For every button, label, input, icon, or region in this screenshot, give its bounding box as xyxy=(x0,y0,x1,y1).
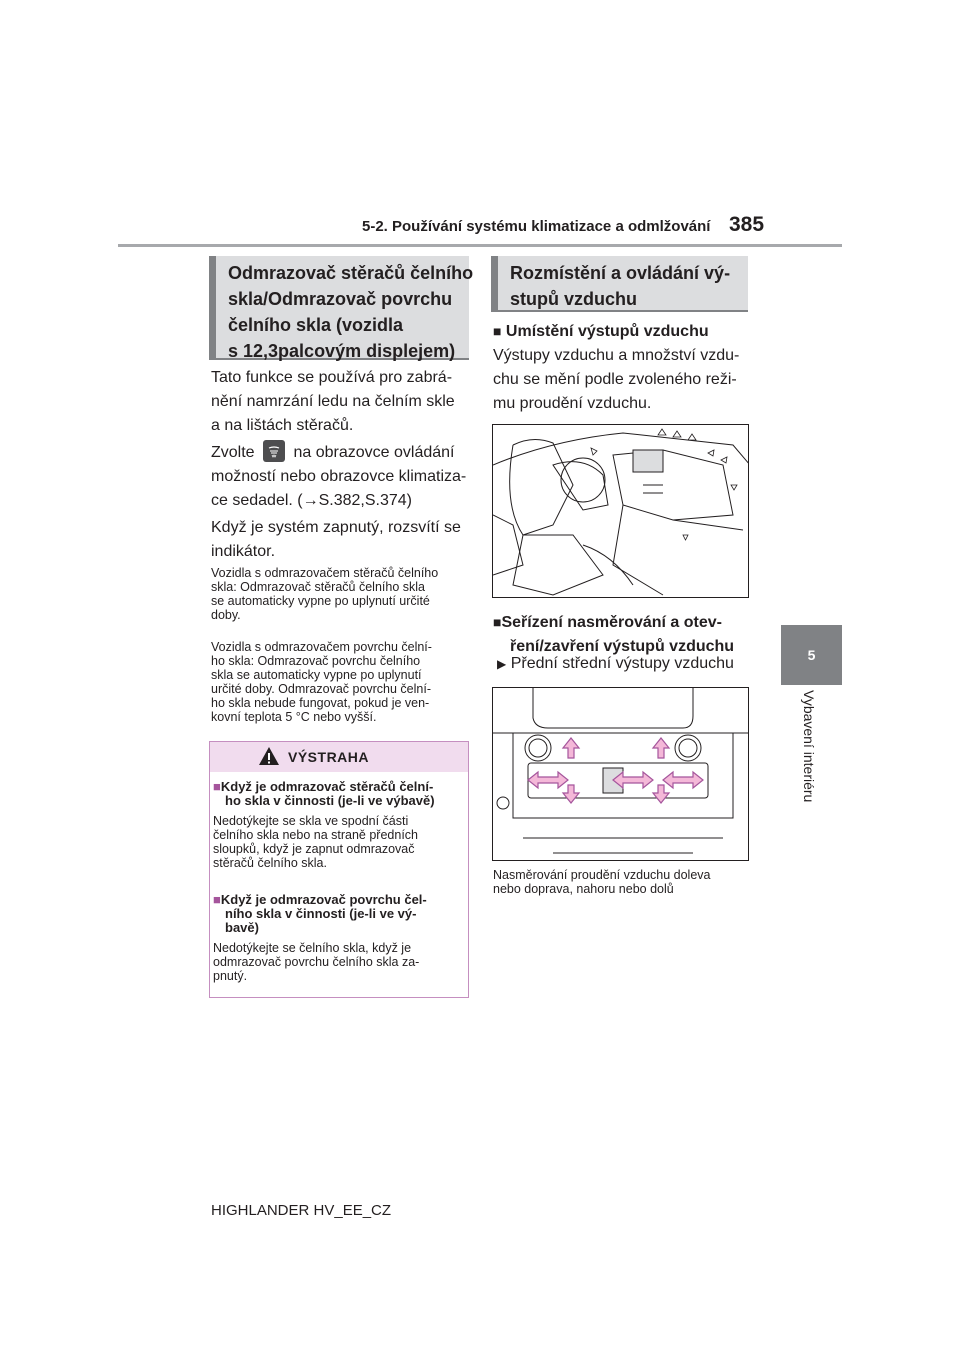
square-bullet-icon: ■ xyxy=(493,614,502,630)
heading-line: s 12,3palcovým displejem) xyxy=(228,341,456,361)
note-line: kovní teplota 5 °C nebo vyšší. xyxy=(211,710,377,724)
note-line: Vozidla s odmrazovačem povrchu čelní- xyxy=(211,640,432,654)
subheading-text: Seřízení nasměrování a otev- xyxy=(501,614,722,631)
warning-line: čelního skla nebo na straně předních xyxy=(213,828,418,842)
chapter-side-label xyxy=(781,690,842,830)
warning-line: Nedotýkejte se čelního skla, když je xyxy=(213,941,412,955)
text-line: Tato funkce se používá pro zabrá- xyxy=(211,369,453,386)
bullet-text: Přední střední výstupy vzduchu xyxy=(510,655,734,672)
note-line: určité doby. Odmrazovač povrchu čelní- xyxy=(211,682,432,696)
instruction-paragraph xyxy=(211,441,466,513)
text-line-with-icon xyxy=(211,441,466,465)
warning-title: VÝSTRAHA xyxy=(288,749,370,765)
triangle-bullet-icon: ▶ xyxy=(497,657,507,671)
note-line: doby. xyxy=(211,608,241,622)
square-bullet-icon: ■ xyxy=(213,779,221,794)
warning-item-heading: ního skla v činnosti (je-li ve vý- xyxy=(225,906,417,921)
header-divider xyxy=(118,244,842,247)
outlets-paragraph xyxy=(493,344,739,416)
warning-item-wiper xyxy=(213,780,435,870)
text-line: indikátor. xyxy=(211,543,276,560)
page-number: 385 xyxy=(729,213,765,236)
subheading-location xyxy=(493,320,709,344)
text-line: možností nebo obrazovce klimatiza- xyxy=(211,468,467,485)
subheading-text: Umístění výstupů vzduchu xyxy=(505,323,709,340)
warning-line: stěračů čelního skla. xyxy=(213,856,327,870)
warning-line: Nedotýkejte se skla ve spodní části xyxy=(213,814,409,828)
subheading-line xyxy=(493,610,734,635)
warning-item-heading xyxy=(213,780,435,794)
note-line: Vozidla s odmrazovačem stěračů čelního xyxy=(211,566,439,580)
center-vents-illustration xyxy=(492,687,749,861)
square-bullet-icon: ■ xyxy=(493,323,502,339)
section-heading-air-outlets xyxy=(491,256,748,312)
heading-line: skla/Odmrazovač povrchu xyxy=(228,289,453,309)
note-wiper-defroster xyxy=(211,566,438,622)
heading-line: Rozmístění a ovládání vý- xyxy=(510,263,731,283)
chapter-tab[interactable]: 5 xyxy=(781,625,842,685)
note-line: ho skla nebude fungovat, pokud je ven- xyxy=(211,696,430,710)
section-header-title: 5-2. Používání systému klimatizace a odmlžování xyxy=(362,218,711,235)
note-windshield-defroster xyxy=(211,640,432,724)
heading-text: Když je odmrazovač stěračů čelní- xyxy=(220,779,434,794)
text-line: Výstupy vzduchu a množství vzdu- xyxy=(493,347,740,364)
figure-caption xyxy=(493,868,711,896)
page-reference[interactable]: ce sedadel. (→S.382,S.374) xyxy=(211,492,413,509)
note-line: skla se automaticky vypne po uplynutí xyxy=(211,668,422,682)
warning-triangle-icon xyxy=(258,746,280,771)
warning-item-heading: bavě) xyxy=(225,920,259,935)
dashboard-illustration xyxy=(492,424,749,598)
heading-line: čelního skla (vozidla xyxy=(228,315,404,335)
note-line: se automaticky vypne po uplynutí určité xyxy=(211,594,430,608)
warning-line: pnutý. xyxy=(213,969,248,983)
warning-item-windshield xyxy=(213,893,427,983)
intro-paragraph xyxy=(211,366,455,438)
text-line: a na lištách stěračů. xyxy=(211,417,354,434)
text-line: Když je systém zapnutý, rozsvítí se xyxy=(211,519,461,536)
heading-line: stupů vzduchu xyxy=(510,289,637,309)
square-bullet-icon: ■ xyxy=(213,892,221,907)
note-line: skla: Odmrazovač stěračů čelního skla xyxy=(211,580,425,594)
warning-item-heading: ho skla v činnosti (je-li ve výbavě) xyxy=(225,793,435,808)
text-line: chu se mění podle zvoleného reži- xyxy=(493,371,737,388)
warning-line: odmrazovač povrchu čelního skla za- xyxy=(213,955,420,969)
warning-item-heading xyxy=(213,893,427,907)
warning-header xyxy=(210,742,468,772)
footer-model-code: HIGHLANDER HV_EE_CZ xyxy=(211,1202,392,1219)
text-line: mu proudění vzduchu. xyxy=(493,395,652,412)
indicator-paragraph xyxy=(211,516,461,564)
text-fragment: Zvolte xyxy=(211,444,255,461)
caption-line: Nasměrování proudění vzduchu doleva xyxy=(493,868,711,882)
section-heading-defroster xyxy=(209,256,474,361)
subheading-line: ření/zavření výstupů vzduchu xyxy=(510,638,735,655)
bullet-front-center-outlets xyxy=(497,652,734,676)
warning-line: sloupků, když je zapnut odmrazovač xyxy=(213,842,415,856)
windshield-defroster-icon xyxy=(263,440,285,462)
caption-line: nebo doprava, nahoru nebo dolů xyxy=(493,882,674,896)
text-line: nění namrzání ledu na čelním skle xyxy=(211,393,455,410)
chapter-title: Vybavení interiéru xyxy=(801,690,817,803)
text-fragment: na obrazovce ovládání xyxy=(293,444,455,461)
heading-line: Odmrazovač stěračů čelního xyxy=(228,263,474,283)
heading-text: Když je odmrazovač povrchu čel- xyxy=(220,892,427,907)
note-line: ho skla: Odmrazovač povrchu čelního xyxy=(211,654,421,668)
